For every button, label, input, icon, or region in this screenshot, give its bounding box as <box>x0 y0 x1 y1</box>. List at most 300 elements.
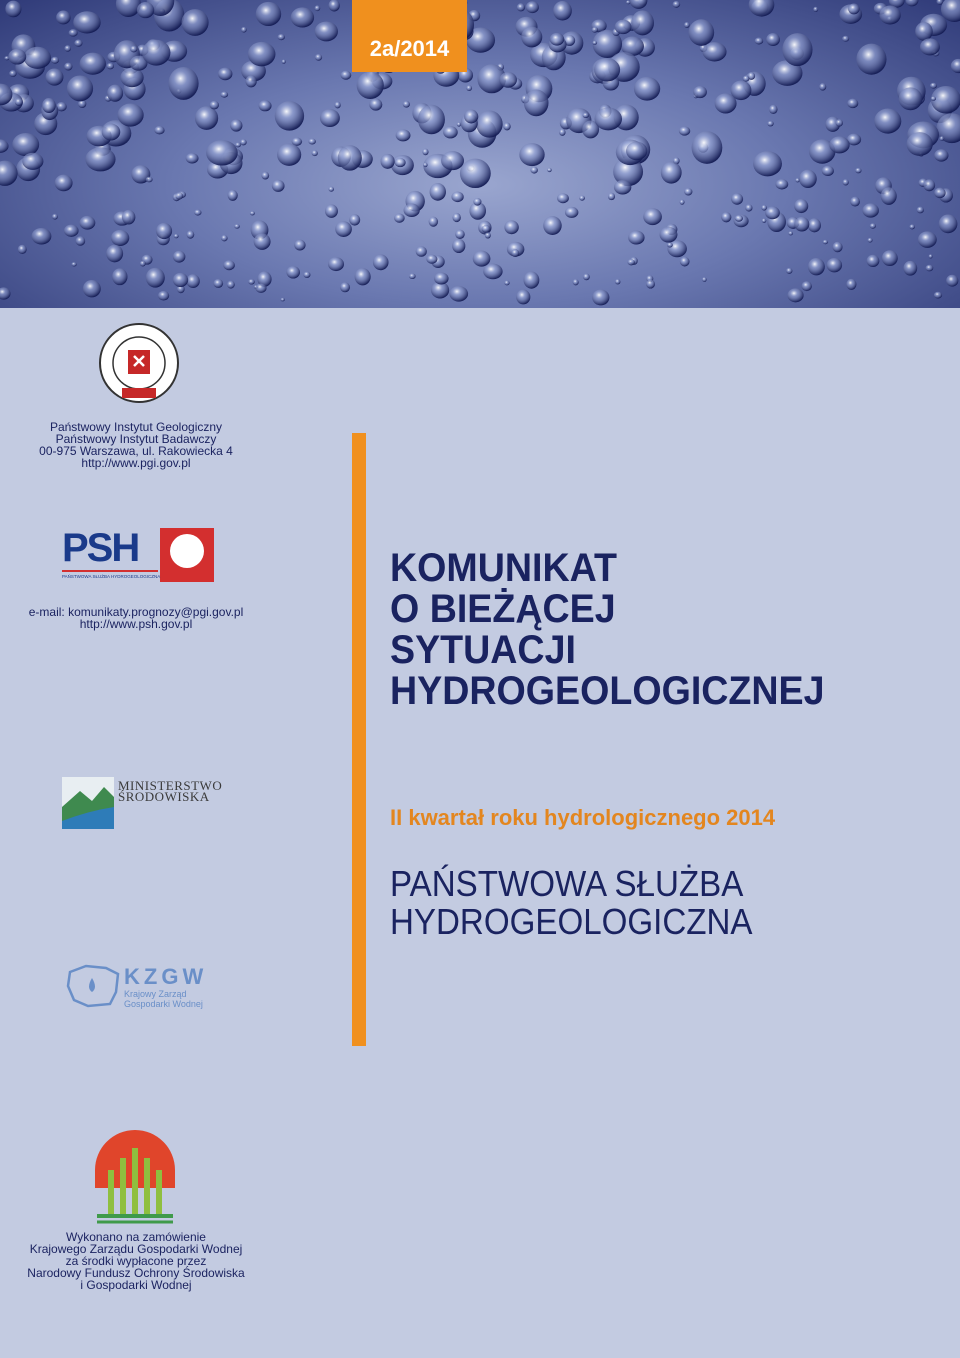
water-droplet <box>684 188 692 196</box>
water-droplet <box>473 198 481 206</box>
water-droplet <box>776 179 789 189</box>
water-droplet <box>906 0 919 6</box>
ministry-line2: ŚRODOWISKA <box>118 789 210 804</box>
water-droplet <box>934 188 946 198</box>
title-line-2: O BIEŻĄCEJ <box>390 587 616 631</box>
water-droplet <box>187 230 195 238</box>
water-droplet <box>64 63 72 71</box>
water-droplet <box>476 110 502 137</box>
water-droplet <box>787 288 803 302</box>
water-droplet <box>832 242 842 252</box>
water-droplet <box>102 124 121 141</box>
water-droplet <box>847 99 858 109</box>
water-droplet <box>154 126 164 134</box>
title-line-4: HYDROGEOLOGICZNEJ <box>390 669 825 713</box>
water-droplet <box>934 149 948 161</box>
pgi-address <box>0 421 272 469</box>
kzgw-logo <box>66 962 216 1010</box>
footer-credits <box>0 1231 272 1291</box>
water-droplet <box>846 279 856 290</box>
water-droplet <box>870 223 876 228</box>
water-droplet <box>175 192 183 199</box>
water-droplet <box>782 33 812 66</box>
footer-line-1: Wykonano na zamówienie <box>66 1230 206 1244</box>
water-droplet <box>931 96 936 100</box>
water-droplet <box>181 9 208 36</box>
water-droplet <box>630 0 647 9</box>
water-droplet <box>76 236 86 246</box>
pgi-name: Państwowy Instytut Geologiczny <box>49 420 223 434</box>
water-droplet <box>673 1 681 8</box>
water-droplet <box>517 3 525 11</box>
water-droplet <box>823 240 828 244</box>
water-droplet <box>917 207 924 214</box>
title-line-1: KOMUNIKAT <box>390 546 617 590</box>
water-droplet <box>241 27 247 33</box>
water-droplet <box>808 258 825 275</box>
water-droplet <box>879 6 900 25</box>
water-droplet <box>380 154 394 169</box>
issue-badge: 2a/2014 <box>352 0 467 72</box>
water-droplet <box>608 193 615 200</box>
water-droplet <box>173 273 188 287</box>
water-droplet <box>482 225 491 233</box>
water-droplet <box>194 210 201 216</box>
water-droplet <box>106 245 123 263</box>
pgi-seal-logo <box>98 322 180 406</box>
water-droplet <box>64 45 71 51</box>
water-droplet <box>628 231 644 245</box>
water-droplet <box>409 273 416 279</box>
water-droplet <box>0 139 9 152</box>
water-droplet <box>715 93 737 113</box>
water-droplet <box>524 89 549 116</box>
water-droplet <box>939 214 958 233</box>
water-droplet <box>223 260 235 270</box>
kzgw-line1: Krajowy Zarząd <box>124 989 187 999</box>
water-droplet <box>137 2 154 18</box>
water-droplet <box>55 175 73 192</box>
water-droplet <box>394 214 405 223</box>
water-droplet <box>5 1 21 18</box>
water-droplet <box>918 231 937 247</box>
water-droplet <box>248 42 276 66</box>
water-droplet <box>441 151 464 170</box>
service-name <box>390 865 784 941</box>
water-droplet <box>282 60 286 64</box>
water-droplet <box>766 33 780 46</box>
water-droplet <box>449 286 468 302</box>
water-droplet <box>12 133 39 156</box>
water-droplet <box>557 193 569 203</box>
water-droplet <box>735 215 743 222</box>
water-droplet <box>281 298 285 301</box>
water-droplet <box>786 268 792 274</box>
water-droplet <box>689 19 715 46</box>
title-line-3: SYTUACJI <box>390 628 576 672</box>
water-droplet <box>250 211 255 215</box>
water-droplet <box>868 238 873 243</box>
water-droplet <box>499 72 517 88</box>
water-droplet <box>940 136 945 141</box>
water-droplet <box>227 281 235 289</box>
footer-line-4: Narodowy Fundusz Ochrony Środowiska <box>27 1266 245 1280</box>
water-droplet <box>721 212 731 222</box>
water-droplet <box>174 234 179 238</box>
water-droplet <box>403 101 410 108</box>
water-droplet <box>615 279 620 284</box>
water-droplet <box>74 40 82 47</box>
water-droplet <box>909 224 915 229</box>
water-droplet <box>429 217 438 227</box>
water-droplet <box>614 180 631 194</box>
water-droplet <box>526 1 539 13</box>
water-droplet <box>692 131 723 164</box>
service-line-2: HYDROGEOLOGICZNA <box>390 901 753 942</box>
water-droplet <box>583 113 589 118</box>
water-droplet <box>516 290 530 305</box>
water-droplet <box>634 77 660 101</box>
water-droplet <box>855 168 861 173</box>
water-droplet <box>195 106 218 130</box>
water-droplet <box>899 87 923 110</box>
kzgw-abbr: KZGW <box>124 964 208 989</box>
water-droplet <box>315 5 321 11</box>
water-droplet <box>767 121 773 127</box>
water-droplet <box>543 216 562 235</box>
water-droplet <box>315 54 322 61</box>
water-droplet <box>822 166 834 176</box>
water-droplet <box>308 138 316 144</box>
water-droplet <box>836 119 843 127</box>
water-droplet <box>349 214 360 225</box>
pgi-subname: Państwowy Instytut Badawczy <box>55 432 217 446</box>
water-droplet <box>117 103 143 126</box>
pgi-url[interactable]: http://www.pgi.gov.pl <box>81 456 191 470</box>
water-droplet <box>762 218 767 223</box>
water-droplet <box>22 153 43 170</box>
water-droplet <box>338 145 362 171</box>
water-droplet <box>660 227 678 243</box>
subtitle: II kwartał roku hydrologicznego 2014 <box>390 805 776 830</box>
water-droplet <box>547 168 552 172</box>
water-droplet <box>112 268 127 285</box>
water-droplet <box>416 246 427 256</box>
water-droplet <box>0 287 11 299</box>
water-droplet <box>246 75 257 87</box>
water-droplet <box>553 1 572 21</box>
water-droplet <box>460 159 491 188</box>
water-droplet <box>418 105 445 135</box>
water-droplet <box>929 254 933 258</box>
water-droplet <box>661 161 682 183</box>
water-droplet <box>130 46 137 53</box>
water-droplet <box>210 101 219 110</box>
water-droplet <box>559 129 566 136</box>
water-droplet <box>79 216 95 230</box>
water-droplet <box>521 27 542 48</box>
water-droplet <box>592 27 598 33</box>
psh-logo-caption: PAŃSTWOWA SŁUŻBA HYDROGEOLOGICZNA <box>62 574 161 579</box>
water-droplet <box>186 153 199 163</box>
water-droplet <box>907 132 933 156</box>
water-droplet <box>56 11 70 25</box>
water-droplet <box>173 251 185 263</box>
water-droplet <box>325 204 338 218</box>
water-droplet <box>340 71 351 80</box>
water-droplet <box>340 282 350 292</box>
water-droplet <box>18 245 27 254</box>
water-droplet <box>813 7 818 12</box>
water-droplet <box>485 232 491 238</box>
footer-line-5: i Gospodarki Wodnej <box>80 1278 192 1292</box>
water-droplet <box>186 274 199 288</box>
water-droplet <box>328 257 344 271</box>
accent-vertical-bar <box>352 433 366 1046</box>
water-droplet <box>329 0 340 11</box>
water-droplet <box>504 280 509 285</box>
water-droplet <box>755 38 764 45</box>
water-droplet <box>107 63 114 69</box>
water-droplet <box>32 228 52 245</box>
water-droplet <box>856 44 886 75</box>
water-droplet <box>592 289 609 305</box>
footer-line-3: za środki wypłacone przez <box>65 1254 207 1268</box>
water-droplet <box>753 151 782 176</box>
water-droplet <box>680 257 690 267</box>
water-droplet <box>466 85 472 91</box>
water-droplet <box>213 279 223 288</box>
water-droplet <box>934 292 942 299</box>
water-droplet <box>373 254 389 270</box>
water-droplet <box>592 41 597 45</box>
water-droplet <box>142 40 170 66</box>
water-droplet <box>221 235 228 241</box>
water-droplet <box>565 207 578 218</box>
water-droplet <box>626 0 631 4</box>
water-droplet <box>643 208 662 225</box>
water-droplet <box>24 47 51 69</box>
header-water-droplets-image <box>0 0 960 308</box>
water-droplet <box>443 126 458 138</box>
water-droplet <box>67 75 93 101</box>
water-droplet <box>329 187 334 192</box>
water-droplet <box>743 76 750 82</box>
water-droplet <box>146 177 153 183</box>
water-droplet <box>503 123 510 131</box>
water-droplet <box>369 99 382 111</box>
water-droplet <box>573 279 579 285</box>
water-droplet <box>452 213 460 222</box>
psh-logo <box>62 526 214 584</box>
water-droplet <box>277 144 301 166</box>
water-droplet <box>455 230 465 239</box>
water-droplet <box>240 139 247 145</box>
water-droplet <box>848 4 860 15</box>
water-droplet <box>951 59 960 73</box>
water-droplet <box>631 10 654 35</box>
water-droplet <box>903 261 917 276</box>
water-droplet <box>0 161 18 186</box>
water-droplet <box>843 179 849 185</box>
water-droplet <box>107 85 123 102</box>
page-title <box>390 548 852 712</box>
water-droplet <box>583 274 590 281</box>
water-droplet <box>315 22 338 42</box>
water-droplet <box>146 268 165 288</box>
water-droplet <box>206 140 238 165</box>
water-droplet <box>930 83 937 89</box>
water-droplet <box>731 193 743 204</box>
water-droplet <box>594 108 622 131</box>
water-droplet <box>140 261 146 267</box>
water-droplet <box>303 272 310 278</box>
water-droplet <box>286 266 300 278</box>
water-droplet <box>794 217 809 232</box>
water-droplet <box>230 119 242 131</box>
water-droplet <box>926 265 934 272</box>
water-droplet <box>504 220 518 234</box>
water-droplet <box>769 105 778 114</box>
water-droplet <box>881 187 897 205</box>
water-droplet <box>51 57 59 64</box>
water-droplet <box>511 249 519 257</box>
water-droplet <box>69 29 78 36</box>
water-droplet <box>626 142 647 161</box>
water-droplet <box>404 204 420 217</box>
water-droplet <box>335 221 352 237</box>
water-droplet <box>819 83 826 90</box>
water-droplet <box>320 109 340 127</box>
water-droplet <box>85 147 115 171</box>
water-droplet <box>799 170 817 188</box>
ministry-line1: MINISTERSTWO <box>118 778 223 793</box>
water-droplet <box>702 277 707 282</box>
water-droplet <box>473 251 491 267</box>
water-droplet <box>827 258 842 272</box>
water-droplet <box>426 255 437 264</box>
water-droplet <box>122 210 135 225</box>
water-droplet <box>430 183 446 201</box>
water-droplet <box>946 275 958 287</box>
water-droplet <box>646 279 655 288</box>
water-droplet <box>396 129 411 141</box>
water-droplet <box>221 91 229 97</box>
kzgw-poland-map-icon <box>66 962 122 1008</box>
water-droplet <box>829 136 849 153</box>
water-droplet <box>745 204 752 211</box>
water-droplet <box>579 195 585 200</box>
water-droplet <box>850 197 860 207</box>
water-droplet <box>357 72 384 99</box>
water-droplet <box>71 262 76 266</box>
water-droplet <box>765 206 780 219</box>
water-droplet <box>218 68 232 81</box>
water-droplet <box>42 98 56 113</box>
water-droplet <box>355 268 371 285</box>
psh-email[interactable]: e-mail: komunikaty.prognozy@pgi.gov.pl <box>28 605 244 619</box>
water-droplet <box>294 240 305 251</box>
water-droplet <box>530 167 537 174</box>
water-droplet <box>749 0 775 17</box>
water-droplet <box>80 53 106 75</box>
water-droplet <box>679 126 690 135</box>
water-droplet <box>261 172 269 180</box>
water-droplet <box>794 199 808 213</box>
water-droplet <box>923 179 935 191</box>
water-droplet <box>255 283 266 292</box>
water-droplet <box>156 223 172 239</box>
water-droplet <box>254 233 271 249</box>
water-droplet <box>111 230 129 246</box>
water-droplet <box>882 250 898 266</box>
psh-url[interactable]: http://www.psh.gov.pl <box>79 617 193 631</box>
water-droplet <box>422 149 428 156</box>
water-droplet <box>234 224 240 229</box>
water-droplet <box>483 264 502 280</box>
nfosigw-logo <box>93 1128 177 1224</box>
ministry-logo <box>62 777 223 829</box>
water-droplet <box>15 98 23 106</box>
water-droplet <box>275 101 304 131</box>
water-droplet <box>920 38 940 55</box>
water-droplet <box>519 143 544 166</box>
water-droplet <box>9 70 16 77</box>
water-droplet <box>615 20 632 34</box>
water-droplet <box>120 68 143 87</box>
water-droplet <box>915 22 933 41</box>
water-droplet <box>312 150 318 156</box>
water-droplet <box>457 122 461 126</box>
water-droplet <box>291 7 314 27</box>
water-droplet <box>693 86 707 98</box>
water-droplet <box>8 49 26 65</box>
water-droplet <box>862 203 879 217</box>
water-droplet <box>680 200 685 205</box>
water-droplet <box>703 42 727 61</box>
water-droplet <box>808 218 821 232</box>
water-droplet <box>627 259 634 265</box>
water-droplet <box>73 11 100 33</box>
water-droplet <box>52 214 58 220</box>
water-droplet <box>228 190 238 201</box>
water-droplet <box>667 242 673 247</box>
water-droplet <box>684 22 690 28</box>
water-droplet <box>874 109 901 134</box>
footer-line-2: Krajowego Zarządu Gospodarki Wodnej <box>29 1242 243 1256</box>
water-droplet <box>64 225 79 237</box>
service-line-1: PAŃSTWOWA SŁUŻBA <box>390 863 744 904</box>
water-droplet <box>256 2 281 26</box>
pgi-street: 00-975 Warszawa, ul. Rakowiecka 4 <box>39 444 233 458</box>
water-droplet <box>46 68 64 85</box>
water-droplet <box>83 280 101 297</box>
ministry-emblem-icon <box>62 777 114 829</box>
water-droplet <box>423 163 427 168</box>
water-droplet <box>235 142 241 147</box>
water-droplet <box>464 110 478 124</box>
kzgw-line2: Gospodarki Wodnej <box>124 999 203 1009</box>
water-droplet <box>335 102 341 109</box>
water-droplet <box>395 158 406 167</box>
droplets-pattern <box>0 0 960 308</box>
psh-contact <box>0 606 272 630</box>
psh-logo-text: PSH <box>62 526 139 570</box>
water-droplet <box>158 291 169 301</box>
water-droplet <box>272 180 285 192</box>
water-droplet <box>248 279 255 284</box>
water-droplet <box>801 281 811 291</box>
